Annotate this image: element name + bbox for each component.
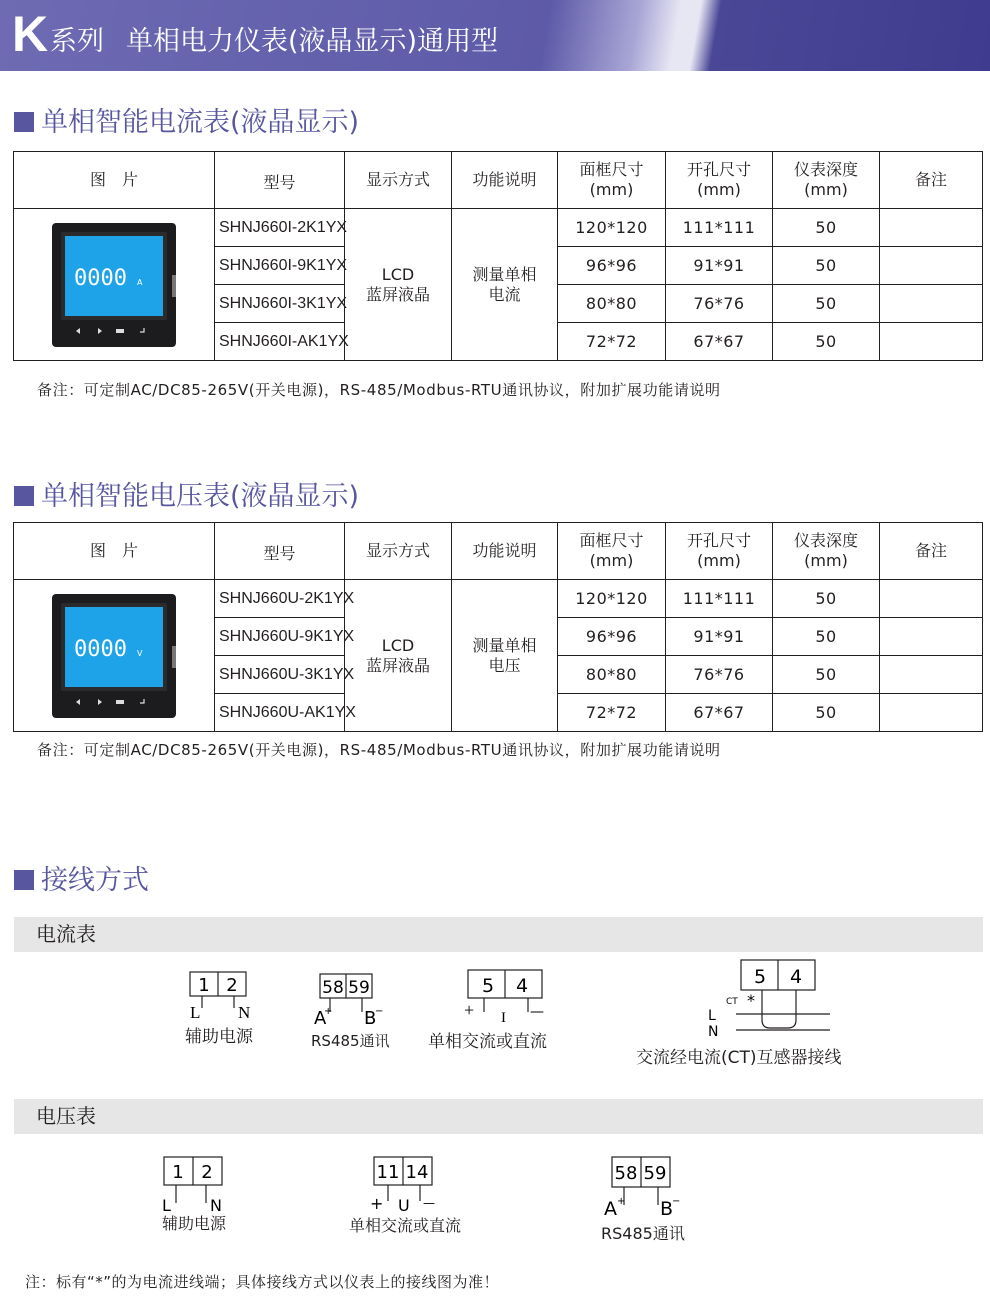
lcd-unit: A [137, 277, 143, 287]
wiring-aux-power-voltage [160, 1155, 240, 1217]
model-cell: SHNJ660U-2K1YX [215, 580, 345, 618]
table-row [14, 209, 983, 247]
wire-label: B [364, 1008, 377, 1028]
wire-label: U [398, 1196, 410, 1215]
current-spec-table [13, 151, 983, 361]
terminal-label: 4 [789, 966, 803, 988]
table-header-row [14, 523, 983, 580]
model-cell: SHNJ660I-2K1YX [215, 209, 345, 247]
header-remark: 备注 [880, 152, 983, 209]
series-text: 系列 [50, 26, 104, 57]
product-picture [14, 209, 215, 361]
cutout-cell: 67*67 [666, 323, 773, 361]
svg-text:+: + [617, 1196, 626, 1207]
face-cell: 72*72 [558, 694, 666, 732]
terminal-label: 59 [348, 978, 370, 998]
section-title-voltage: 单相智能电压表(液晶显示) [14, 480, 359, 514]
voltage-meter-bar [14, 1099, 983, 1134]
header-display: 显示方式 [345, 523, 452, 580]
depth-cell: 50 [773, 656, 880, 694]
wire-label: L [162, 1196, 171, 1215]
remark-cell [880, 618, 983, 656]
wire-label: N [210, 1196, 222, 1215]
svg-text:−: − [672, 1196, 681, 1207]
lcd-digits: 0000 [74, 265, 127, 291]
depth-cell: 50 [773, 618, 880, 656]
display-mode-cell: LCD 蓝屏液晶 [345, 580, 452, 732]
terminal-label: 5 [481, 975, 495, 997]
header-face-size: 面框尺寸 (mm) [558, 152, 666, 209]
terminal-label: 2 [201, 1162, 213, 1183]
header-depth: 仪表深度 (mm) [773, 152, 880, 209]
wire-label: L [190, 1003, 201, 1022]
depth-cell: 50 [773, 694, 880, 732]
table-row [14, 580, 983, 618]
cutout-cell: 76*76 [666, 285, 773, 323]
model-cell: SHNJ660I-9K1YX [215, 247, 345, 285]
terminal-label: 2 [226, 975, 238, 996]
header-remark: 备注 [880, 523, 983, 580]
voltage-spec-table [13, 522, 983, 732]
terminal-label: 1 [198, 975, 210, 996]
cutout-cell: 91*91 [666, 618, 773, 656]
header-face-size: 面框尺寸 (mm) [558, 523, 666, 580]
wire-label: L [708, 1008, 716, 1024]
model-cell: SHNJ660I-3K1YX [215, 285, 345, 323]
wiring-rs485-current [312, 972, 392, 1028]
face-cell: 80*80 [558, 656, 666, 694]
function-cell: 测量单相 电流 [452, 209, 558, 361]
wire-label: N [238, 1003, 251, 1022]
face-cell: 80*80 [558, 285, 666, 323]
header-depth: 仪表深度 (mm) [773, 523, 880, 580]
wire-label: + [464, 1000, 475, 1020]
wiring-ct-current [700, 958, 840, 1038]
lcd-digits: 0000 [74, 636, 127, 662]
model-cell: SHNJ660I-AK1YX [215, 323, 345, 361]
square-bullet-icon [14, 870, 34, 890]
caption-single-phase: 单相交流或直流 [349, 1216, 462, 1235]
wire-label: A [314, 1008, 327, 1028]
section-title-wiring: 接线方式 [14, 864, 149, 898]
depth-cell: 50 [773, 209, 880, 247]
terminal-label: 4 [515, 975, 529, 997]
table-header-row [14, 152, 983, 209]
wiring-aux-power-current [184, 970, 264, 1022]
caption-rs485: RS485通讯 [601, 1224, 685, 1243]
face-cell: 96*96 [558, 618, 666, 656]
cutout-cell: 76*76 [666, 656, 773, 694]
header-cutout: 开孔尺寸 (mm) [666, 152, 773, 209]
display-mode-cell: LCD 蓝屏液晶 [345, 209, 452, 361]
depth-cell: 50 [773, 247, 880, 285]
face-cell: 120*120 [558, 209, 666, 247]
header-picture: 图 片 [14, 152, 215, 209]
wire-label: — [530, 1004, 544, 1020]
square-bullet-icon [14, 486, 34, 506]
header-banner [0, 0, 990, 71]
face-cell: 120*120 [558, 580, 666, 618]
ct-label: CT [726, 997, 738, 1007]
lcd-unit: V [137, 648, 143, 658]
caption-single-phase: 单相交流或直流 [428, 1032, 547, 1052]
svg-text:+: + [324, 1006, 333, 1017]
header-display: 显示方式 [345, 152, 452, 209]
caption-aux-power: 辅助电源 [185, 1027, 253, 1047]
remark-cell [880, 656, 983, 694]
function-cell: 测量单相 电压 [452, 580, 558, 732]
voltage-meter-label: 电压表 [36, 1104, 96, 1128]
current-table-note: 备注：可定制AC/DC85-265V(开关电源)，RS-485/Modbus-RTU通讯协议，附加扩展功能请说明 [37, 381, 721, 399]
remark-cell [880, 285, 983, 323]
page-title: 单相电力仪表(液晶显示)通用型 [126, 26, 499, 57]
header-function: 功能说明 [452, 523, 558, 580]
header-model: 型号 [215, 152, 345, 209]
terminal-label: 58 [322, 978, 344, 998]
current-meter-image [52, 223, 176, 347]
wiring-rs485-voltage [604, 1155, 694, 1221]
cutout-cell: 111*111 [666, 580, 773, 618]
face-cell: 72*72 [558, 323, 666, 361]
wire-label: + [370, 1194, 384, 1213]
depth-cell: 50 [773, 323, 880, 361]
model-cell: SHNJ660U-AK1YX [215, 694, 345, 732]
wire-label: A [604, 1198, 617, 1220]
caption-aux-power: 辅助电源 [162, 1214, 227, 1233]
remark-cell [880, 580, 983, 618]
cutout-cell: 67*67 [666, 694, 773, 732]
voltage-meter-image [52, 594, 176, 718]
caption-ct: 交流经电流(CT)互感器接线 [636, 1048, 842, 1068]
cutout-cell: 91*91 [666, 247, 773, 285]
voltage-table-note: 备注：可定制AC/DC85-265V(开关电源)，RS-485/Modbus-RTU通讯协议，附加扩展功能请说明 [37, 741, 721, 759]
terminal-label: 5 [753, 966, 767, 988]
header-model: 型号 [215, 523, 345, 580]
wire-label: I [501, 1010, 506, 1024]
terminal-label: 58 [614, 1163, 638, 1184]
remark-cell [880, 209, 983, 247]
current-meter-label: 电流表 [36, 922, 96, 946]
banner-title-line [50, 24, 498, 60]
header-picture: 图 片 [14, 523, 215, 580]
terminal-label: 11 [376, 1162, 400, 1183]
remark-cell [880, 323, 983, 361]
footnote: 注：标有“*”的为电流进线端；具体接线方式以仪表上的接线图为准！ [25, 1273, 500, 1291]
ct-star-label: * [747, 991, 755, 1010]
depth-cell: 50 [773, 580, 880, 618]
current-meter-bar [14, 917, 983, 952]
face-cell: 96*96 [558, 247, 666, 285]
model-cell: SHNJ660U-3K1YX [215, 656, 345, 694]
wire-label: N [708, 1024, 719, 1038]
depth-cell: 50 [773, 285, 880, 323]
caption-rs485: RS485通讯 [311, 1032, 390, 1050]
header-function: 功能说明 [452, 152, 558, 209]
wiring-single-phase-current [458, 968, 548, 1024]
header-cutout: 开孔尺寸 (mm) [666, 523, 773, 580]
terminal-label: 59 [643, 1163, 667, 1184]
terminal-label: 14 [405, 1162, 429, 1183]
model-cell: SHNJ660U-9K1YX [215, 618, 345, 656]
svg-text:−: − [375, 1006, 384, 1017]
wiring-single-phase-voltage [368, 1155, 448, 1217]
product-picture [14, 580, 215, 732]
square-bullet-icon [14, 112, 34, 132]
wire-label: — [423, 1196, 435, 1210]
remark-cell [880, 247, 983, 285]
series-letter: K [12, 6, 49, 62]
section-title-current: 单相智能电流表(液晶显示) [14, 106, 359, 140]
terminal-label: 1 [172, 1162, 184, 1183]
wire-label: B [660, 1198, 674, 1220]
remark-cell [880, 694, 983, 732]
cutout-cell: 111*111 [666, 209, 773, 247]
